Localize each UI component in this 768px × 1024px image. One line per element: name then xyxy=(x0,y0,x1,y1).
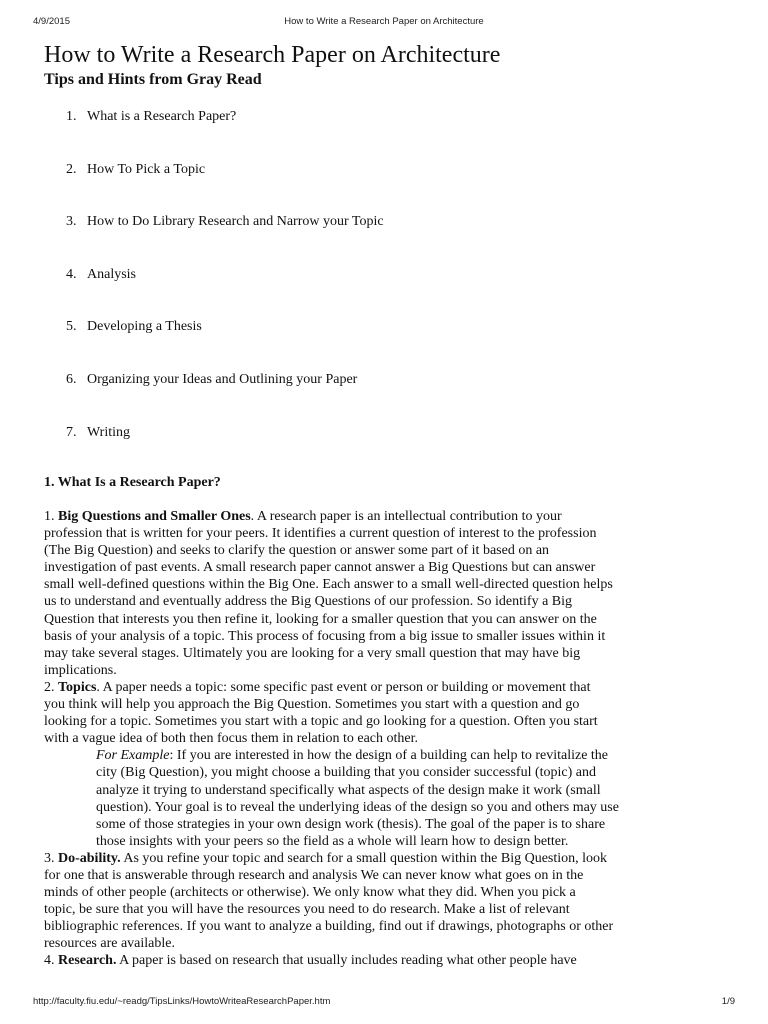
toc-item-writing[interactable] xyxy=(66,419,384,472)
paragraph-line: resources are available. xyxy=(44,936,175,952)
paragraph-line: topic, be sure that you will have the resources you need to do research. Make a list of relevant xyxy=(44,902,570,918)
paragraph-title: Big Questions and Smaller Ones xyxy=(58,509,251,524)
toc-number: 4. xyxy=(66,266,77,282)
toc-item-organizing[interactable] xyxy=(66,366,384,419)
paragraph-line: us to understand and eventually address the Big Questions of our profession. So identify a Big xyxy=(44,594,573,610)
section-body xyxy=(44,508,734,970)
toc-number: 3. xyxy=(66,214,77,230)
toc-number: 7. xyxy=(66,424,77,440)
paragraph-text: As you refine your topic and search for a small question within the Big Question, look xyxy=(120,850,608,866)
example-lead: For Example xyxy=(96,748,170,764)
toc-link[interactable]: How To Pick a Topic xyxy=(87,161,206,177)
example-line: city (Big Question), you might choose a building that you consider successful (topic) and xyxy=(96,765,597,781)
section-heading-research-paper: 1. What Is a Research Paper? xyxy=(44,475,221,490)
toc-number: 2. xyxy=(66,161,77,177)
paragraph-line: bibliographic references. If you want to analyze a building, find out if drawings, photographs or other xyxy=(44,919,614,935)
toc-link[interactable]: Developing a Thesis xyxy=(87,319,202,335)
table-of-contents xyxy=(66,103,384,471)
paragraph-line: basis of your analysis of a topic. This process of focusing from a big issue to smaller issues within it xyxy=(44,628,606,644)
paragraph-number: 4. xyxy=(44,953,58,969)
toc-item-thesis[interactable] xyxy=(66,313,384,366)
paragraph-text: A paper is based on research that usually includes reading what other people have xyxy=(116,953,577,969)
paragraph-line: (The Big Question) and seeks to clarify the question or answer some part of it based on an xyxy=(44,543,550,559)
paragraph-title: Do-ability. xyxy=(58,850,121,866)
paragraph-line: you think will help you approach the Big Question. Sometimes you start with a question and go xyxy=(44,697,580,713)
example-line: analyze it trying to understand specifically what aspects of the design make it work (small xyxy=(96,782,601,798)
paragraph-line: with a vague idea of both then focus them in relation to each other. xyxy=(44,731,418,747)
example-line: those insights with your peers so the field as a whole will learn how to design better. xyxy=(96,833,569,849)
paragraph-line: investigation of past events. A small research paper cannot answer a Big Questions but can answer xyxy=(44,560,596,576)
paragraph-line: profession that is written for your peers. It identifies a current question of interest to the profession xyxy=(44,526,597,542)
paragraph-line: looking for a topic. Sometimes you start with a topic and go looking for a question. Often you start xyxy=(44,714,598,730)
toc-link[interactable]: How to Do Library Research and Narrow your Topic xyxy=(87,214,384,230)
toc-number: 5. xyxy=(66,319,77,335)
print-footer xyxy=(33,996,735,1010)
paragraph-number: 2. xyxy=(44,679,58,695)
toc-item-pick-topic[interactable] xyxy=(66,156,384,209)
paragraph-line xyxy=(44,952,734,969)
paragraph-line xyxy=(44,679,734,696)
page-title: How to Write a Research Paper on Architecture xyxy=(44,42,501,68)
print-doc-title: How to Write a Research Paper on Architecture xyxy=(284,16,484,27)
paragraph-title: Topics xyxy=(58,679,97,695)
paragraph-line xyxy=(44,850,734,867)
paragraph-line: minds of other people (architects or otherwise). We only know what they did. When you pick a xyxy=(44,885,576,901)
paragraph-line: small well-defined questions within the Big One. Each answer to a small well-directed question helps xyxy=(44,577,613,593)
paragraph-number: 1. xyxy=(44,509,58,524)
paragraph-number: 3. xyxy=(44,850,58,866)
print-header xyxy=(33,16,735,30)
paragraph-title: Research. xyxy=(58,953,117,969)
example-line: some of those strategies in your own design work (thesis). The goal of the paper is to share xyxy=(96,816,606,832)
paragraph-line xyxy=(44,508,734,525)
print-date: 4/9/2015 xyxy=(33,16,70,27)
toc-number: 1. xyxy=(66,109,77,124)
toc-item-research-paper[interactable] xyxy=(66,103,384,156)
toc-item-analysis[interactable] xyxy=(66,261,384,314)
page-subtitle: Tips and Hints from Gray Read xyxy=(44,71,262,88)
toc-number: 6. xyxy=(66,371,77,387)
paragraph-line: Question that interests you then refine it, looking for a smaller question that you can answer on the xyxy=(44,611,597,627)
example-line: question). Your goal is to reveal the underlying ideas of the design so you and others may use xyxy=(96,799,619,815)
paragraph-line: may take several stages. Ultimately you are looking for a very small question that may have big xyxy=(44,645,581,661)
print-url: http://faculty.fiu.edu/~readg/TipsLinks/HowtoWriteaResearchPaper.htm xyxy=(33,996,331,1007)
paragraph-line: for one that is answerable through research and analysis We can never know what goes on in the xyxy=(44,867,584,883)
paragraph-text: . A research paper is an intellectual contribution to your xyxy=(250,509,562,524)
toc-link[interactable]: What is a Research Paper? xyxy=(87,109,237,124)
toc-item-library-research[interactable] xyxy=(66,208,384,261)
paragraph-text: . A paper needs a topic: some specific past event or person or building or movement that xyxy=(96,679,591,695)
example-text: : If you are interested in how the design of a building can help to revitalize the xyxy=(169,748,609,764)
print-page-number: 1/9 xyxy=(721,996,735,1007)
toc-link[interactable]: Organizing your Ideas and Outlining your Paper xyxy=(87,371,358,387)
paragraph-line: implications. xyxy=(44,662,117,678)
example-line xyxy=(44,747,734,764)
toc-link[interactable]: Writing xyxy=(87,424,130,440)
toc-link[interactable]: Analysis xyxy=(87,266,136,282)
